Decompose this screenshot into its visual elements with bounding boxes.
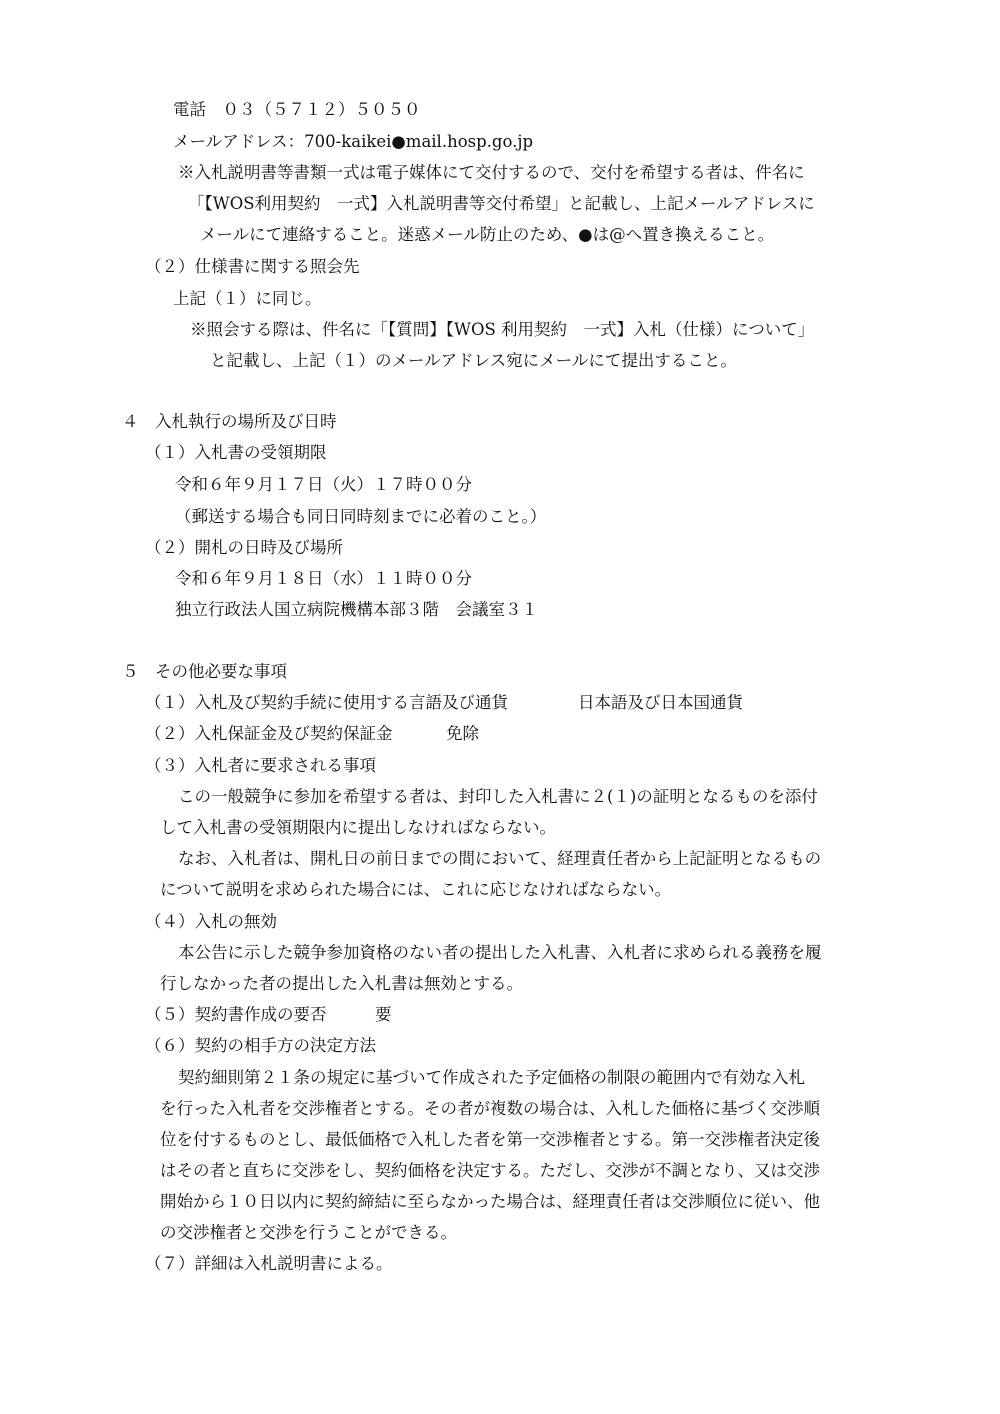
spec-inquiry-heading: （２）仕様書に関する照会先 xyxy=(145,257,360,276)
item-4-line-2: 行しなかった者の提出した入札書は無効とする。 xyxy=(160,974,523,993)
item-2-value: 免除 xyxy=(446,724,479,743)
item-4-heading: （４）入札の無効 xyxy=(145,912,277,931)
bid-deadline-heading: （１）入札書の受領期限 xyxy=(145,443,327,462)
item-5-label: （５）契約書作成の要否 xyxy=(145,1005,327,1024)
item-3-paragraph-1-line-1: この一般競争に参加を希望する者は、封印した入札書に２(１)の証明となるものを添付 xyxy=(178,787,818,806)
opening-place: 独立行政法人国立病院機構本部３階 会議室３１ xyxy=(175,600,538,619)
item-6-line-2: を行った入札者を交渉権者とする。その者が複数の場合は、入札した価格に基づく交渉順 xyxy=(160,1099,820,1118)
item-6-line-4: はその者と直ちに交渉をし、契約価格を決定する。ただし、交渉が不調となり、又は交渉 xyxy=(160,1161,820,1180)
contact-note-line-3: メールにて連絡すること。迷惑メール防止のため、●は@へ置き換えること。 xyxy=(200,225,775,244)
opening-date: 令和６年９月１８日（水）１１時００分 xyxy=(175,569,472,588)
item-3-paragraph-2-line-2: について説明を求められた場合には、これに応じなければならない。 xyxy=(160,880,672,899)
item-6-line-3: 位を付するものとし、最低価格で入札した者を第一交渉権者とする。第一交渉権者決定後 xyxy=(160,1130,820,1149)
contact-note-line-2: 「【WOS利用契約 一式】入札説明書等交付希望」と記載し、上記メールアドレスに xyxy=(188,194,815,213)
item-3-paragraph-1-line-2: して入札書の受領期限内に提出しなければならない。 xyxy=(160,818,556,837)
item-3-heading: （３）入札者に要求される事項 xyxy=(145,756,376,775)
contact-note-line-1: ※入札説明書等書類一式は電子媒体にて交付するので、交付を希望する者は、件名に xyxy=(178,163,805,182)
item-2-label: （２）入札保証金及び契約保証金 xyxy=(145,724,393,743)
item-6-line-5: 開始から１０日以内に契約締結に至らなかった場合は、経理責任者は交渉順位に従い、他 xyxy=(160,1192,820,1211)
item-6-line-6: の交渉権者と交渉を行うことができる。 xyxy=(160,1223,457,1242)
spec-inquiry-note-line-1: ※照会する際は、件名に「【質問】【WOS 利用契約 一式】入札（仕様）について」 xyxy=(190,320,815,339)
item-1-value: 日本語及び日本国通貨 xyxy=(578,693,743,712)
contact-phone: 電話 ０３（５７１２）５０５０ xyxy=(173,100,421,119)
item-6-heading: （６）契約の相手方の決定方法 xyxy=(145,1036,376,1055)
item-4-line-1: 本公告に示した競争参加資格のない者の提出した入札書、入札者に求められる義務を履 xyxy=(178,943,822,962)
section-5-heading: ５ その他必要な事項 xyxy=(122,662,287,681)
item-7: （７）詳細は入札説明書による。 xyxy=(145,1254,393,1273)
spec-inquiry-note-line-2: と記載し、上記（１）のメールアドレス宛にメールにて提出すること。 xyxy=(210,351,737,370)
opening-heading: （２）開札の日時及び場所 xyxy=(145,538,343,557)
bid-deadline-note: （郵送する場合も同日同時刻までに必着のこと。） xyxy=(175,507,547,526)
contact-email: メールアドレス：700-kaikei●mail.hosp.go.jp xyxy=(173,132,534,151)
item-1-label: （１）入札及び契約手続に使用する言語及び通貨 xyxy=(145,693,508,712)
spec-inquiry-same: 上記（１）に同じ。 xyxy=(173,289,322,308)
item-6-line-1: 契約細則第２１条の規定に基づいて作成された予定価格の制限の範囲内で有効な入札 xyxy=(178,1068,805,1087)
section-4-heading: ４ 入札執行の場所及び日時 xyxy=(122,412,337,431)
item-3-paragraph-2-line-1: なお、入札者は、開札日の前日までの間において、経理責任者から上記証明となるもの xyxy=(178,849,822,868)
bid-deadline-date: 令和６年９月１７日（火）１７時００分 xyxy=(175,475,472,494)
item-5-value: 要 xyxy=(375,1005,392,1024)
